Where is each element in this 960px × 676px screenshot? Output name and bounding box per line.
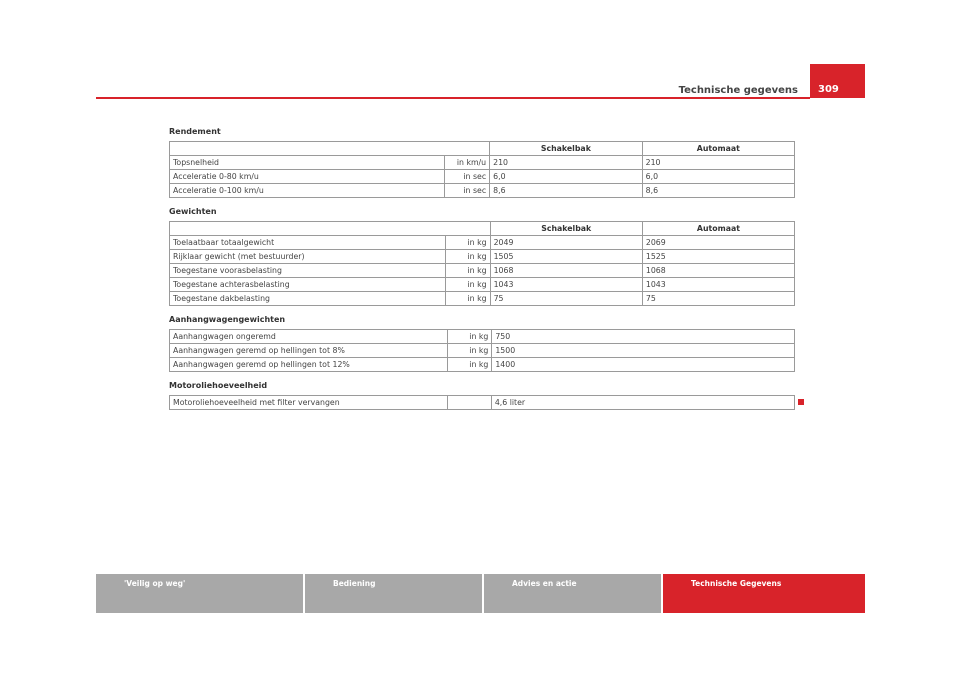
cell-automaat: 1068 [642,264,794,278]
table-row [170,236,795,250]
footer-tab-advies-en-actie[interactable]: Advies en actie [484,574,661,613]
header-divider [96,97,810,99]
cell-automaat: 8,6 [642,184,794,198]
row-label: Acceleratie 0-100 km/u [170,184,445,198]
cell-empty [643,396,794,410]
cell-empty [643,330,794,344]
cell-schakelbak: 210 [490,156,643,170]
row-label: Toegestane achterasbelasting [170,278,446,292]
column-header-automaat: Automaat [642,142,794,156]
cell-schakelbak: 6,0 [490,170,643,184]
table-row [170,292,795,306]
table-row [170,358,795,372]
table-row [170,170,795,184]
table-header-row [170,222,795,236]
row-label: Toegestane dakbelasting [170,292,446,306]
cell-value: 1400 [492,358,644,372]
cell-schakelbak: 1043 [490,278,642,292]
table-row [170,344,795,358]
row-unit: in sec [445,170,490,184]
table-row [170,330,795,344]
table-row [170,156,795,170]
cell-schakelbak: 8,6 [490,184,643,198]
section-title-gewichten: Gewichten [169,207,217,216]
row-label: Toelaatbaar totaalgewicht [170,236,446,250]
footer-tab-bediening[interactable]: Bediening [305,574,482,613]
cell-automaat: 210 [642,156,794,170]
cell-schakelbak: 1505 [490,250,642,264]
cell-automaat: 1043 [642,278,794,292]
cell-automaat: 6,0 [642,170,794,184]
section-title-rendement: Rendement [169,127,221,136]
footer-tab-veilig-op-weg[interactable]: 'Veilig op weg' [96,574,303,613]
rendement-table [169,141,795,198]
row-label: Motoroliehoeveelheid met filter vervangen [170,396,448,410]
row-label: Rijklaar gewicht (met bestuurder) [170,250,446,264]
table-header-empty [170,222,491,236]
row-unit: in kg [446,264,490,278]
row-unit: in kg [447,358,492,372]
row-unit: in kg [446,250,490,264]
page-header-title: Technische gegevens [678,85,798,96]
cell-schakelbak: 1068 [490,264,642,278]
column-header-schakelbak: Schakelbak [490,222,642,236]
column-header-schakelbak: Schakelbak [490,142,643,156]
page-number: 309 [810,64,865,98]
row-unit: in kg [446,292,490,306]
row-unit-empty [447,396,491,410]
table-row [170,250,795,264]
row-label: Acceleratie 0-80 km/u [170,170,445,184]
footer-tab-technische-gegevens[interactable]: Technische Gegevens [663,574,865,613]
cell-schakelbak: 2049 [490,236,642,250]
cell-automaat: 1525 [642,250,794,264]
table-header-empty [170,142,490,156]
section-title-motoroliehoeveelheid: Motoroliehoeveelheid [169,381,268,390]
row-label: Topsnelheid [170,156,445,170]
table-row [170,184,795,198]
row-unit: in km/u [445,156,490,170]
section-title-aanhangwagengewichten: Aanhangwagengewichten [169,315,286,324]
cell-schakelbak: 75 [490,292,642,306]
table-header-row [170,142,795,156]
section-end-marker [798,399,804,405]
table-row [170,278,795,292]
row-unit: in kg [446,278,490,292]
cell-value: 750 [492,330,644,344]
row-label: Toegestane voorasbelasting [170,264,446,278]
cell-empty [643,358,794,372]
table-row [170,264,795,278]
cell-value: 1500 [492,344,644,358]
row-unit: in kg [447,344,492,358]
row-unit: in kg [446,236,490,250]
cell-value: 4,6 liter [491,396,643,410]
footer-nav [96,574,865,613]
row-unit: in sec [445,184,490,198]
aanhangwagen-table [169,329,795,372]
cell-empty [643,344,794,358]
row-unit: in kg [447,330,492,344]
cell-automaat: 2069 [642,236,794,250]
table-row [170,396,795,410]
column-header-automaat: Automaat [642,222,794,236]
row-label: Aanhangwagen geremd op hellingen tot 12% [170,358,448,372]
gewichten-table [169,221,795,306]
motorolie-table [169,395,795,410]
cell-automaat: 75 [642,292,794,306]
row-label: Aanhangwagen geremd op hellingen tot 8% [170,344,448,358]
row-label: Aanhangwagen ongeremd [170,330,448,344]
